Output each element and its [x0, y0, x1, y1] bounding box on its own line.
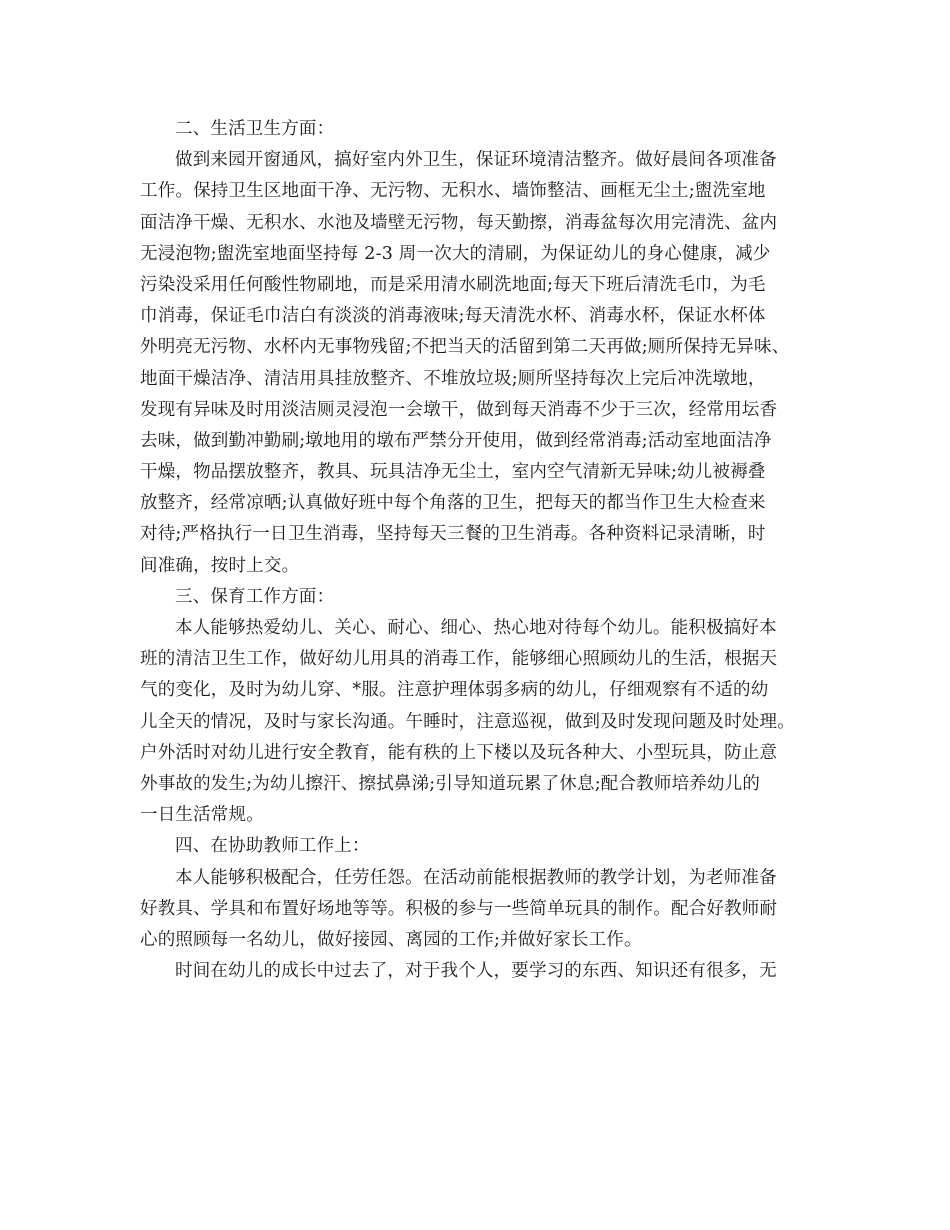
paragraph-line: 干燥，物品摆放整齐，教具、玩具洁净无尘土，室内空气清新无异味;幼儿被褥叠 — [140, 462, 766, 483]
paragraph-line: 对待;严格执行一日卫生消毒，坚持每天三餐的卫生消毒。各种资料记录清晰，时 — [140, 524, 766, 545]
paragraph-line: 发现有异味及时用淡洁厕灵浸泡一会墩干，做到每天消毒不少于三次，经常用坛香 — [140, 399, 778, 420]
paragraph-line: 面洁净干燥、无积水、水池及墙壁无污物，每天勤擦，消毒盆每次用完清洗、盆内 — [140, 212, 778, 233]
document-body — [140, 114, 812, 987]
paragraph-first-line: 本人能够热爱幼儿、关心、耐心、细心、热心地对待每个幼儿。能积极搞好本 — [175, 618, 777, 638]
paragraph-line: 巾消毒，保证毛巾洁白有淡淡的消毒液味;每天清洗水杯、消毒水杯，保证水杯体 — [140, 306, 766, 327]
paragraph-line: 户外活时对幼儿进行安全教育，能有秩的上下楼以及玩各种大、小型玩具，防止意 — [140, 742, 778, 763]
paragraph-first-line: 做到来园开窗通风，搞好室内外卫生，保证环境清洁整齐。做好晨间各项准备 — [175, 150, 777, 171]
paragraph-first-line: 四、在协助教师工作上： — [175, 836, 370, 857]
paragraph-line: 儿全天的情况，及时与家长沟通。午睡时，注意巡视，做到及时发现问题及时处理。 — [140, 711, 795, 732]
paragraph-line: 地面干燥洁净、清洁用具挂放整齐、不堆放垃圾;厕所坚持每次上完后冲洗墩地， — [140, 368, 766, 389]
paragraph-line: 气的变化，及时为幼儿穿、*服。注意护理体弱多病的幼儿，仔细观察有不适的幼 — [140, 680, 769, 701]
paragraph-line: 污染没采用任何酸性物刷地，而是采用清水刷洗地面;每天下班后清洗毛巾，为毛 — [140, 274, 766, 295]
paragraph-first-line: 本人能够积极配合，任劳任怨。在活动前能根据教师的教学计划，为老师准备 — [175, 867, 777, 888]
paragraph-line: 放整齐，经常凉晒;认真做好班中每个角落的卫生，把每天的都当作卫生大检查来 — [140, 493, 766, 514]
paragraph-first-line: 二、生活卫生方面： — [175, 119, 335, 139]
document-page — [140, 114, 812, 987]
paragraph-first-line: 三、保育工作方面： — [175, 586, 335, 607]
paragraph-line: 间准确，按时上交。 — [140, 555, 300, 576]
paragraph-first-line: 时间在幼儿的成长中过去了，对于我个人，要学习的东西、知识还有很多，无 — [175, 961, 777, 982]
paragraph-line: 去味，做到勤冲勤刷;墩地用的墩布严禁分开使用，做到经常消毒;活动室地面洁净 — [140, 430, 772, 451]
paragraph-line: 外事故的发生;为幼儿擦汗、擦拭鼻涕;引导知道玩累了休息;配合教师培养幼儿的 — [140, 773, 761, 794]
paragraph-line: 心的照顾每一名幼儿，做好接园、离园的工作;并做好家长工作。 — [140, 929, 642, 950]
paragraph-line: 班的清洁卫生工作，做好幼儿用具的消毒工作，能够细心照顾幼儿的生活，根据天 — [140, 649, 778, 670]
paragraph-line: 工作。保持卫生区地面干净、无污物、无积水、墙饰整洁、画框无尘土;盥洗室地 — [140, 181, 766, 202]
paragraph-line: 一日生活常规。 — [140, 805, 264, 826]
paragraph-line: 外明亮无污物、水杯内无事物残留;不把当天的活留到第二天再做;厕所保持无异味、 — [140, 337, 790, 358]
paragraph-line: 好教具、学具和布置好场地等等。积极的参与一些简单玩具的制作。配合好教师耐 — [140, 898, 778, 919]
paragraph-line: 无浸泡物;盥洗室地面坚持每 2-3 周一次大的清刷，为保证幼儿的身心健康，减少 — [140, 243, 771, 264]
